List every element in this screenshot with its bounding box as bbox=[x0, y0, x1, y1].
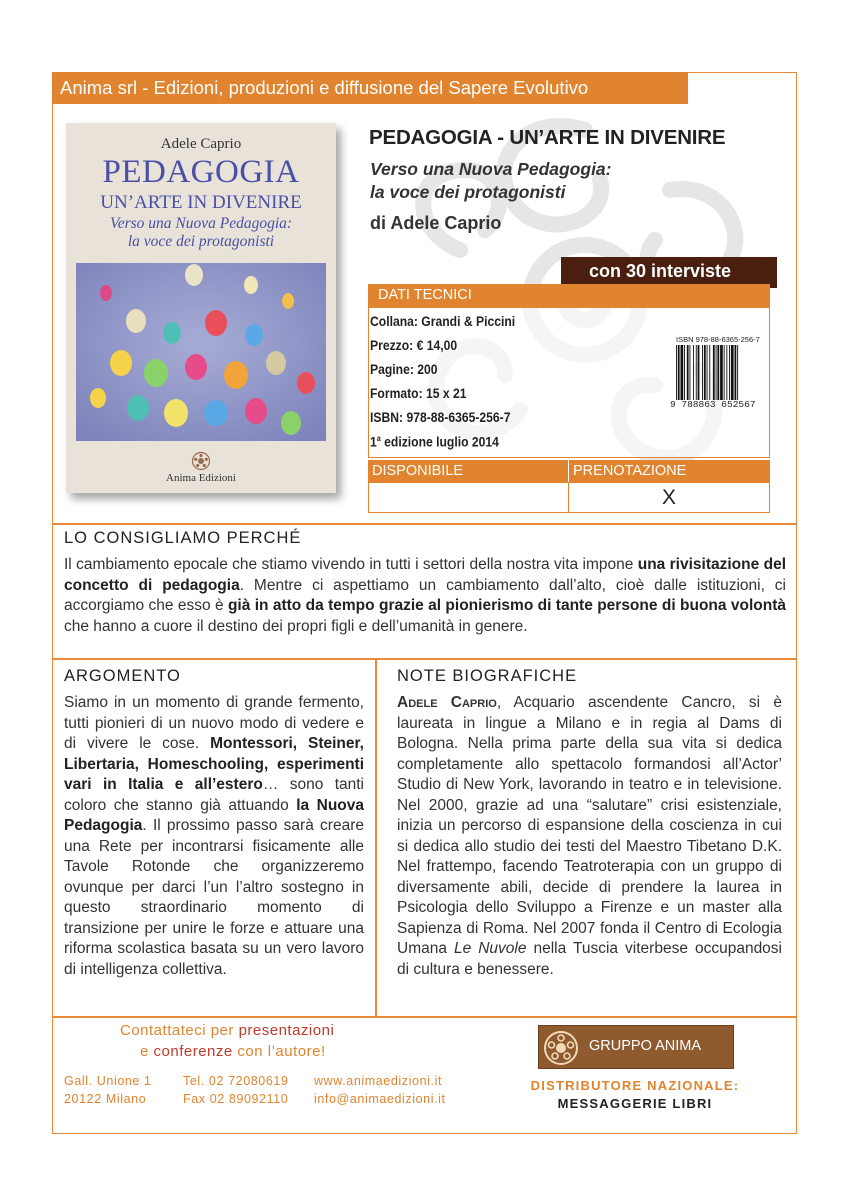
book-subtitle-line1: Verso una Nuova Pedagogia: bbox=[370, 159, 612, 179]
gruppo-anima-logo bbox=[538, 1025, 734, 1069]
availability-cell-disponibile bbox=[368, 482, 569, 513]
availability-col2-label: PRENOTAZIONE bbox=[573, 463, 687, 479]
consigliamo-text-1: Il cambiamento epocale che stiamo vivendo in tutti i settori della nostra vita impone bbox=[64, 556, 638, 573]
note-italic-1: Le Nuvole bbox=[453, 940, 527, 957]
note-text bbox=[397, 693, 782, 980]
tech-edizione-text: edizione luglio 2014 bbox=[380, 434, 499, 450]
distributor-heading: DISTRIBUTORE NAZIONALE: bbox=[530, 1078, 740, 1093]
tech-prezzo: Prezzo: € 14,00 bbox=[370, 338, 458, 353]
email-link[interactable]: info@animaedizioni.it bbox=[314, 1092, 446, 1106]
book-subtitle-line2: la voce dei protagonisti bbox=[370, 182, 566, 202]
availability-col1-label: DISPONIBILE bbox=[372, 463, 464, 479]
company-name: Anima srl - Edizioni, produzioni e diffusione del Sapere Evolutivo bbox=[60, 77, 589, 98]
book-byline: di Adele Caprio bbox=[370, 213, 502, 233]
tech-isbn: ISBN: 978-88-6365-256-7 bbox=[370, 410, 511, 425]
distributor-name: MESSAGGERIE LIBRI bbox=[557, 1096, 713, 1111]
tech-data-heading-label: DATI TECNICI bbox=[378, 287, 472, 303]
address-line2: 20122 Milano bbox=[64, 1092, 147, 1106]
consigliamo-bold-2: già in atto da tempo grazie al pionierismo di tante persone di buona volontà bbox=[227, 597, 786, 614]
argomento-text-2: … sono tanti coloro che stanno già attuando bbox=[64, 776, 364, 814]
argomento-bold-2: la Nuova Pedagogia bbox=[64, 796, 365, 834]
cover-subtitle bbox=[66, 215, 336, 251]
book-cover bbox=[66, 123, 336, 493]
consigliamo-bold-1: una rivisitazione del concetto di pedagogia bbox=[64, 556, 786, 594]
argomento-text-1: Siamo in un momento di grande fermento, tutti pionieri di un nuovo modo di vedere e di vivere le cose. bbox=[64, 694, 364, 752]
availability-table bbox=[368, 460, 770, 513]
contact-cta-line1 bbox=[120, 1020, 405, 1041]
tech-collana: Collana: Grandi & Piccini bbox=[370, 314, 516, 329]
cta-part-c: e bbox=[140, 1043, 154, 1060]
barcode-digits: 9 788863 652567 bbox=[670, 399, 756, 410]
gruppo-anima-emblem-icon bbox=[542, 1029, 580, 1067]
cover-publisher: Anima Edizioni bbox=[166, 472, 236, 484]
anima-logo-icon bbox=[191, 451, 211, 471]
availability-col-prenotazione bbox=[569, 460, 770, 482]
note-text-2: nella Tuscia viterbese occupandosi di cultura e benessere. bbox=[397, 940, 782, 978]
argomento-text bbox=[64, 693, 364, 980]
consigliamo-title: LO CONSIGLIAMO PERCHÉ bbox=[64, 529, 302, 547]
contact-cta-line2 bbox=[120, 1041, 405, 1062]
tech-formato: Formato: 15 x 21 bbox=[370, 386, 467, 401]
argomento-title: ARGOMENTO bbox=[64, 667, 181, 685]
barcode-bars-icon bbox=[676, 345, 770, 400]
argomento-bold-1: Montessori, Steiner, Libertaria, Homeschooling, esperimenti vari in Italia e all’estero bbox=[64, 735, 364, 793]
gruppo-anima-label: GRUPPO ANIMA bbox=[589, 1038, 701, 1054]
cover-subtitle-line1: Verso una Nuova Pedagogia: bbox=[109, 215, 293, 232]
tech-edizione bbox=[370, 434, 499, 450]
balloons-illustration bbox=[76, 263, 326, 441]
note-author-name: Adele Caprio bbox=[397, 694, 497, 711]
note-text-1: , Acquario ascendente Cancro, si è laureata in lingue a Milano e in regia al Dams di Bologna. Nella prima parte della sua vita si dedica completamente allo spettacolo formandosi all’Actor’ Studio di New York, lavorando in teatro e in televisione. Nel 2000, grazie ad una “salutare” crisi esistenziale, inizia un percorso di espansione della coscienza in cui si dedica allo studio dei testi del Maestro Tibetano D.K. Nel frattempo, facendo Teatroterapia con un gruppo di diversamente abili, decide di prendere la laurea in Psicologia dello Sviluppo a Firenze e un master alla Sapienza di Roma. Nel 2007 fonda il Centro di Ecologia Umana bbox=[397, 694, 782, 957]
column-divider bbox=[375, 660, 377, 1017]
divider-bottom bbox=[52, 1016, 797, 1018]
cta-part-e: con l’autore! bbox=[232, 1043, 326, 1060]
divider-top bbox=[52, 523, 797, 525]
website-link[interactable]: www.animaedizioni.it bbox=[314, 1074, 443, 1088]
cover-title-line2: UN’ARTE IN DIVENIRE bbox=[100, 192, 302, 213]
tech-data-heading bbox=[368, 284, 770, 308]
fax: Fax 02 89092110 bbox=[183, 1092, 289, 1106]
isbn-barcode bbox=[670, 335, 772, 410]
availability-mark: X bbox=[661, 486, 676, 509]
book-title: PEDAGOGIA - UN’ARTE IN DIVENIRE bbox=[369, 126, 726, 149]
argomento-text-3: . Il prossimo passo sarà creare una Rete per incontrarsi fisicamente alle Tavole Rotonde che organizzeremo ovunque per darci l’un l’altro sostegno in questo straordinario momento di transizione per unire le forze e attuare una riforma scolastica basata su un vero lavoro di intelligenza collettiva. bbox=[64, 817, 364, 978]
interviews-label: con 30 interviste bbox=[589, 261, 732, 281]
tech-edizione-num: 1 bbox=[370, 434, 377, 450]
consigliamo-text bbox=[64, 555, 786, 637]
book-subtitle bbox=[370, 158, 612, 204]
cover-subtitle-line2: la voce dei protagonisti bbox=[127, 233, 275, 250]
cover-author: Adele Caprio bbox=[160, 136, 242, 152]
note-title: NOTE BIOGRAFICHE bbox=[397, 667, 578, 685]
contact-cta bbox=[120, 1020, 405, 1062]
cta-part-d: conferenze bbox=[153, 1043, 233, 1060]
tech-edizione-sup: a bbox=[376, 434, 381, 443]
availability-cell-prenotazione bbox=[568, 482, 770, 513]
barcode-isbn-label: ISBN 978-88-6365-256-7 bbox=[676, 335, 760, 344]
tech-pagine: Pagine: 200 bbox=[370, 362, 438, 377]
cta-part-a: Contattateci per bbox=[120, 1022, 239, 1039]
cover-title: PEDAGOGIA bbox=[102, 154, 300, 190]
cta-part-b: presentazioni bbox=[238, 1022, 335, 1039]
availability-col-disponibile bbox=[368, 460, 568, 482]
consigliamo-text-3: che hanno a cuore il destino dei propri figli e dell’umanità in genere. bbox=[64, 617, 528, 635]
consigliamo-text-2: . Mentre ci aspettiamo un cambiamento dall’alto, cioè dalle istituzioni, ci accorgiamo che esso è bbox=[64, 576, 786, 614]
address-line1: Gall. Unione 1 bbox=[64, 1074, 152, 1088]
phone: Tel. 02 72080619 bbox=[183, 1074, 289, 1088]
divider-middle bbox=[52, 658, 797, 660]
